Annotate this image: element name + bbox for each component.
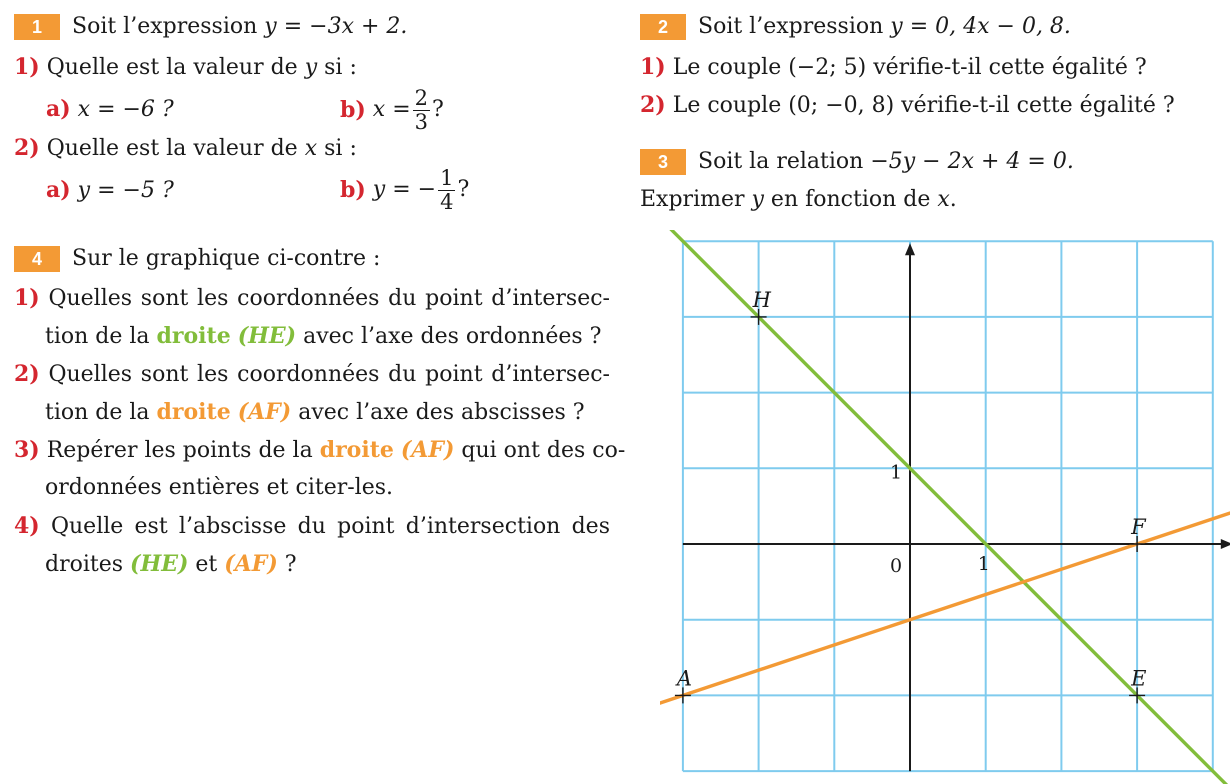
ex4-q4-line2-c: ? bbox=[277, 552, 297, 577]
ex1-q1b-end: ? bbox=[432, 97, 444, 122]
ex4-q2-line2 bbox=[45, 398, 585, 427]
ex4-q2-line2-b: avec l’axe des abscisses ? bbox=[291, 400, 585, 425]
ex3-line2-a: Exprimer bbox=[640, 187, 752, 212]
ex3-equation: −5y − 2x + 4 = 0. bbox=[870, 149, 1074, 174]
ex4-q4-line2 bbox=[45, 550, 297, 579]
ex1-badge: 1 bbox=[14, 14, 60, 40]
ex1-q2a bbox=[46, 176, 174, 205]
ex1-q1a-label: a) bbox=[46, 96, 71, 122]
ex4-badge: 4 bbox=[14, 246, 60, 272]
ex1-q2b-end: ? bbox=[457, 177, 470, 202]
ex4-q4-line-AF: (AF) bbox=[224, 551, 278, 577]
ex4-q3-line1-a: Repérer les points de la bbox=[46, 438, 320, 463]
ex4-q2-line1-text: Quelles sont les coordonnées du point d’intersec- bbox=[48, 362, 610, 387]
ex1-q1-text: Quelle est la valeur de bbox=[46, 55, 305, 80]
ex1-q1b-fraction bbox=[413, 87, 430, 134]
ex4-q3-line-AF: (AF) bbox=[400, 437, 455, 463]
ex2-statement bbox=[640, 13, 1071, 41]
ex4-q3-line1-b: qui ont des co- bbox=[454, 438, 626, 463]
ex1-q1-number: 1) bbox=[14, 54, 40, 80]
line-HE bbox=[660, 230, 1230, 784]
ex1-q1-var: y bbox=[304, 55, 318, 80]
ex2-statement-text: Soit l’expression bbox=[698, 14, 891, 39]
ex1-q2-text: Quelle est la valeur de bbox=[46, 136, 305, 161]
ex4-q3-number: 3) bbox=[14, 437, 40, 463]
ex4-q1-line1-text: Quelles sont les coordonnées du point d’intersec- bbox=[48, 286, 610, 311]
x-unit-label: 1 bbox=[977, 553, 990, 575]
ex3-statement-text: Soit la relation bbox=[698, 149, 871, 174]
ex1-q2b bbox=[340, 159, 469, 221]
ex4-q1-line1 bbox=[14, 284, 610, 313]
ex3-line2 bbox=[640, 186, 957, 214]
ex1-q1a-math: x = −6 ? bbox=[77, 97, 174, 122]
ex1-q1b bbox=[340, 79, 444, 141]
ex1-q2b-numerator: 1 bbox=[440, 165, 454, 190]
ex4-q1-line2-b: avec l’axe des ordonnées ? bbox=[296, 324, 602, 349]
ex4-q4-line2-b: et bbox=[188, 552, 225, 577]
ex1-q2-var: x bbox=[304, 136, 318, 161]
point-H-label: H bbox=[752, 287, 771, 312]
ex4-q3-line1 bbox=[14, 436, 626, 465]
coordinate-graph bbox=[660, 230, 1230, 784]
ex1-q2-number: 2) bbox=[14, 135, 40, 161]
ex4-q4-line1-text: Quelle est l’abscisse du point d’intersection des bbox=[50, 514, 610, 539]
ex4-q1-line2-a: tion de la bbox=[45, 324, 157, 349]
x-axis-arrow bbox=[1221, 539, 1230, 549]
ex1-q2a-math: y = −5 ? bbox=[77, 178, 174, 203]
ex4-q3-droite: droite bbox=[319, 437, 394, 463]
ex1-q2b-denominator: 4 bbox=[440, 189, 454, 214]
ex1-q1b-numerator: 2 bbox=[414, 85, 429, 110]
ex1-q2b-label: b) bbox=[340, 177, 366, 203]
ex4-q4-line2-a: droites bbox=[45, 552, 131, 577]
ex1-q2b-lhs: y = − bbox=[372, 177, 437, 202]
ex4-intro-text: Sur le graphique ci-contre : bbox=[72, 246, 381, 271]
ex1-q2 bbox=[14, 134, 357, 163]
ex3-line2-var1: y bbox=[751, 187, 764, 212]
ex1-q1b-label: b) bbox=[340, 97, 366, 123]
point-A-label: A bbox=[676, 666, 693, 691]
ex4-q2-line2-a: tion de la bbox=[45, 400, 157, 425]
ex4-q4-line1 bbox=[14, 512, 610, 541]
ex2-badge: 2 bbox=[640, 14, 686, 40]
ex1-q1 bbox=[14, 53, 357, 82]
ex4-q3-line2-text: ordonnées entières et citer-les. bbox=[45, 475, 394, 500]
ex1-q2-end: si : bbox=[317, 136, 357, 161]
ex4-q2-droite: droite bbox=[156, 399, 231, 425]
ex2-q2 bbox=[640, 91, 1175, 120]
ex3-line2-var2: x bbox=[937, 187, 950, 212]
ex1-q1b-lhs: x = bbox=[372, 97, 411, 122]
ex2-q1 bbox=[640, 53, 1147, 82]
point-F-label: F bbox=[1131, 515, 1146, 539]
ex1-q1-end: si : bbox=[317, 55, 357, 80]
ex1-q2b-fraction bbox=[438, 167, 455, 214]
origin-label: 0 bbox=[890, 555, 903, 577]
y-unit-label: 1 bbox=[890, 461, 903, 484]
ex4-q1-droite: droite bbox=[156, 323, 231, 349]
ex1-equation: y = −3x + 2. bbox=[264, 14, 408, 39]
y-axis-arrow bbox=[905, 243, 915, 255]
ex3-line2-b: en fonction de bbox=[763, 187, 938, 212]
ex4-q2-line-AF: (AF) bbox=[237, 399, 292, 425]
ex1-statement bbox=[14, 13, 407, 41]
ex4-q4-number: 4) bbox=[14, 513, 40, 539]
ex2-equation: y = 0, 4x − 0, 8. bbox=[890, 14, 1071, 39]
ex3-badge: 3 bbox=[640, 149, 686, 175]
ex4-q2-number: 2) bbox=[14, 361, 40, 387]
point-E-label: E bbox=[1131, 666, 1147, 691]
ex4-q1-line-HE: (HE) bbox=[237, 323, 297, 349]
ex1-q1a bbox=[46, 95, 174, 124]
ex2-q1-text: Le couple (−2; 5) vérifie-t-il cette égalité ? bbox=[672, 55, 1147, 80]
ex2-q2-text: Le couple (0; −0, 8) vérifie-t-il cette égalité ? bbox=[672, 93, 1175, 118]
ex4-q1-line2 bbox=[45, 322, 601, 351]
ex1-statement-text: Soit l’expression bbox=[72, 14, 265, 39]
ex1-q1b-denominator: 3 bbox=[414, 109, 429, 134]
ex4-q3-line2 bbox=[45, 474, 393, 502]
ex4-q2-line1 bbox=[14, 360, 610, 389]
ex2-q2-number: 2) bbox=[640, 92, 666, 118]
ex4-q1-number: 1) bbox=[14, 285, 40, 311]
ex1-q2a-label: a) bbox=[46, 177, 71, 203]
graph-lines bbox=[660, 230, 1230, 784]
ex4-q4-line-HE: (HE) bbox=[130, 551, 189, 577]
ex4-intro bbox=[14, 245, 380, 273]
ex3-line2-c: . bbox=[949, 187, 957, 212]
ex2-q1-number: 1) bbox=[640, 54, 666, 80]
ex3-statement bbox=[640, 148, 1074, 176]
